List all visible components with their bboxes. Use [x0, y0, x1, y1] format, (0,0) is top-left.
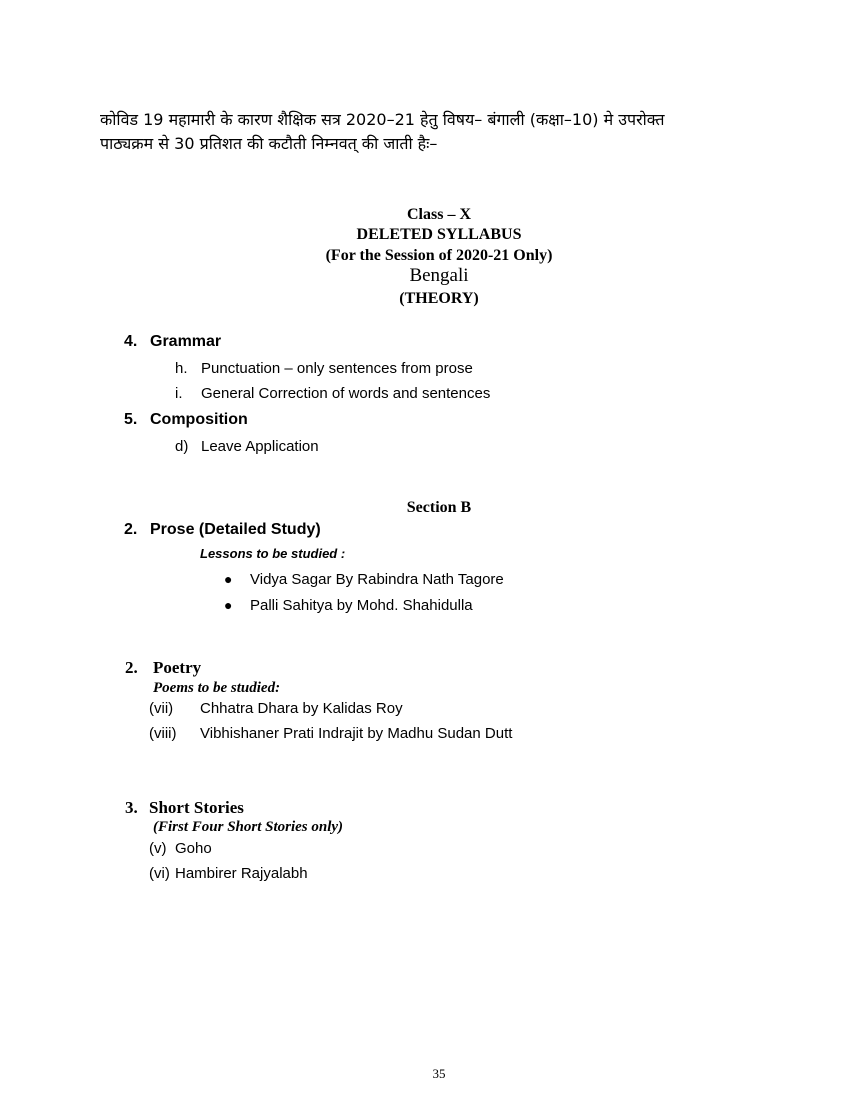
short-stories-heading — [125, 798, 244, 818]
poetry-note: Poems to be studied: — [153, 680, 281, 696]
list-marker: i. — [175, 385, 183, 402]
prose-number: 2. — [124, 521, 138, 538]
list-item — [149, 700, 403, 717]
poetry-heading — [125, 658, 201, 678]
list-item — [149, 725, 512, 742]
page-number: 35 — [432, 1066, 446, 1081]
theory-heading: (THEORY) — [399, 290, 479, 307]
session-heading: (For the Session of 2020-21 Only) — [325, 247, 553, 264]
intro-line-2: पाठ्यक्रम से 30 प्रतिशत की कटौती निम्नवत् की जाती हैः– — [100, 134, 438, 153]
list-item-text: Palli Sahitya by Mohd. Shahidulla — [250, 597, 473, 614]
list-item-text: Hambirer Rajyalabh — [175, 865, 308, 882]
list-item-text: Punctuation – only sentences from prose — [201, 360, 473, 377]
list-marker: (vii) — [149, 700, 174, 717]
list-item-text: Vidya Sagar By Rabindra Nath Tagore — [250, 571, 504, 588]
list-item-text: Goho — [175, 840, 212, 857]
list-item — [175, 385, 490, 402]
deleted-syllabus-heading: DELETED SYLLABUS — [356, 226, 522, 243]
list-item-text: Chhatra Dhara by Kalidas Roy — [200, 700, 403, 717]
class-heading: Class – X — [406, 206, 471, 223]
list-item-text: Vibhishaner Prati Indrajit by Madhu Sudan Dutt — [200, 725, 513, 742]
list-marker: d) — [175, 438, 189, 455]
subject-heading: Bengali — [409, 265, 469, 286]
list-item — [224, 597, 473, 614]
poetry-number: 2. — [125, 658, 138, 677]
short-stories-note: (First Four Short Stories only) — [153, 819, 344, 835]
grammar-heading — [124, 333, 221, 351]
prose-title: Prose (Detailed Study) — [150, 521, 321, 538]
prose-note: Lessons to be studied : — [200, 546, 346, 561]
list-item — [149, 840, 212, 857]
intro-paragraph — [100, 108, 768, 156]
short-stories-title: Short Stories — [149, 798, 244, 817]
list-item — [175, 438, 319, 455]
short-stories-number: 3. — [125, 798, 138, 817]
list-marker: h. — [175, 360, 188, 377]
bullet-icon: ● — [224, 597, 233, 613]
grammar-title: Grammar — [150, 333, 222, 350]
poetry-title: Poetry — [153, 658, 202, 677]
list-marker: (vi) — [149, 865, 170, 882]
composition-number: 5. — [124, 411, 138, 428]
section-b-heading: Section B — [406, 499, 472, 516]
bullet-icon: ● — [224, 571, 233, 587]
grammar-number: 4. — [124, 333, 138, 350]
prose-heading — [124, 521, 321, 539]
list-marker: (v) — [149, 840, 167, 857]
list-item-text: Leave Application — [201, 438, 319, 455]
composition-title: Composition — [150, 411, 248, 428]
list-marker: (viii) — [149, 725, 177, 742]
list-item — [149, 865, 308, 882]
list-item — [224, 571, 504, 588]
list-item — [175, 360, 473, 377]
list-item-text: General Correction of words and sentences — [201, 385, 491, 402]
composition-heading — [124, 411, 248, 429]
intro-line-1: कोविड 19 महामारी के कारण शैक्षिक सत्र 2020–21 हेतु विषय– बंगाली (कक्षा–10) मे उपरोक्त — [100, 110, 665, 129]
